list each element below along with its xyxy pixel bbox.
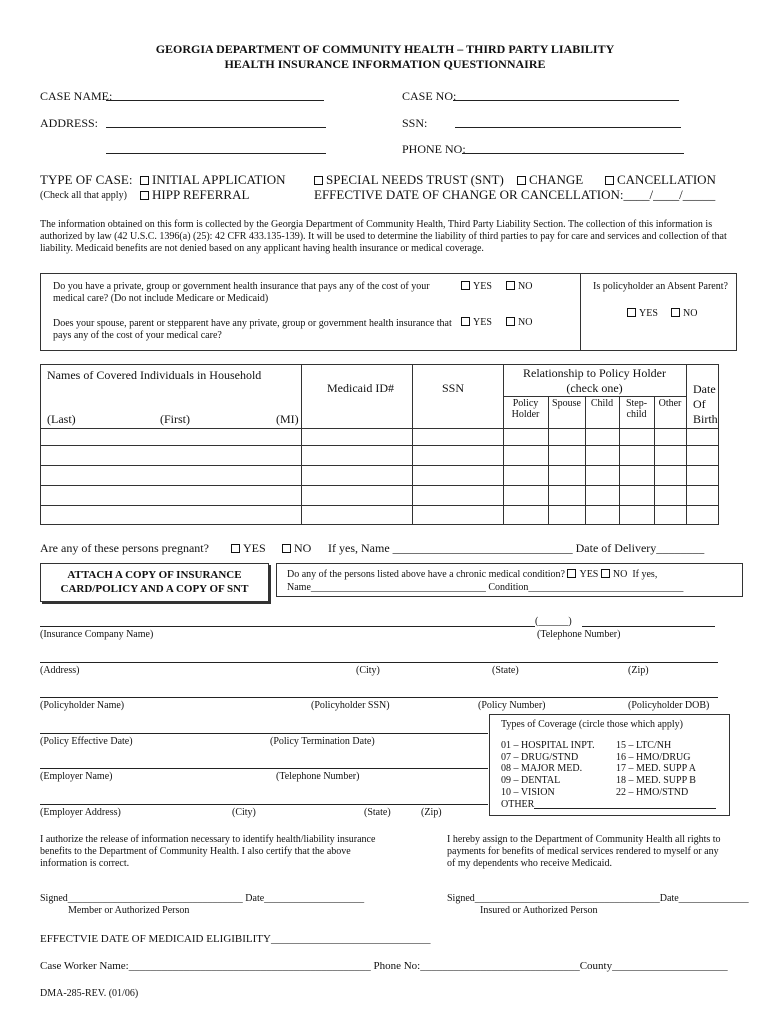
policyholder-ssn-label: (Policyholder SSN) xyxy=(311,700,390,711)
coverage-item[interactable]: 22 – HMO/STND xyxy=(616,786,689,798)
chronic-no-checkbox[interactable] xyxy=(601,569,610,578)
coverage-item[interactable]: 10 – VISION xyxy=(501,786,555,798)
insurance-telephone-label: (Telephone Number) xyxy=(537,629,621,640)
form-title-line2: HEALTH INSURANCE INFORMATION QUESTIONNAIRE xyxy=(224,57,546,71)
employer-name-label: (Employer Name) xyxy=(40,771,113,782)
coverage-item[interactable]: 07 – DRUG/STND xyxy=(501,751,579,763)
coverage-right-list xyxy=(616,740,696,799)
absent-no-checkbox[interactable] xyxy=(671,308,680,317)
phone-label: PHONE NO: xyxy=(402,142,466,156)
absent-yes-checkbox[interactable] xyxy=(627,308,636,317)
case-name-field[interactable] xyxy=(106,100,324,101)
snt-option[interactable] xyxy=(314,172,504,188)
policyholder-name-label: (Policyholder Name) xyxy=(40,700,125,711)
ssn-label: SSN: xyxy=(402,116,428,130)
chronic-no-label: NO xyxy=(612,569,628,580)
state-sublabel: (State) xyxy=(492,665,519,676)
policy-effective-date-label: (Policy Effective Date) xyxy=(40,736,133,747)
snt-checkbox[interactable] xyxy=(314,176,323,185)
ssn-field[interactable] xyxy=(455,127,681,128)
date-label: Date xyxy=(693,382,716,396)
pregnancy-no[interactable] xyxy=(282,541,311,556)
absent-yes-label: YES xyxy=(639,308,658,319)
employer-zip-label: (Zip) xyxy=(421,807,442,818)
hipp-referral-label: HIPP REFERRAL xyxy=(152,187,250,202)
form-id: DMA-285-REV. (01/06) xyxy=(40,988,139,999)
q1-no-checkbox[interactable] xyxy=(506,281,515,290)
coverage-item[interactable]: 08 – MAJOR MED. xyxy=(501,763,583,775)
step-child-label: child xyxy=(626,409,647,420)
pregnancy-no-label: NO xyxy=(294,541,312,555)
relationship-header: Relationship to Policy Holder xyxy=(523,366,666,380)
member-signature-line[interactable]: Signed___________________________________ Date____________________ xyxy=(40,893,365,904)
q1-yes-checkbox[interactable] xyxy=(461,281,470,290)
employer-telephone-label: (Telephone Number) xyxy=(276,771,360,782)
chronic-question xyxy=(287,569,657,580)
q1-yes[interactable] xyxy=(461,281,492,292)
case-worker-line[interactable]: Case Worker Name:____________________________________________ Phone No:_____________________________County_____________________ xyxy=(40,960,728,972)
absent-no-label: NO xyxy=(683,308,698,319)
initial-application-label: INITIAL APPLICATION xyxy=(152,172,286,187)
insured-signature-line[interactable]: Signed_____________________________________Date______________ xyxy=(447,893,749,904)
coverage-item[interactable]: 09 – DENTAL xyxy=(501,775,561,787)
cancellation-checkbox[interactable] xyxy=(605,176,614,185)
q2-yes-checkbox[interactable] xyxy=(461,317,470,326)
policy-dates-field[interactable] xyxy=(40,733,488,734)
absent-no[interactable] xyxy=(671,308,697,319)
chronic-name-condition[interactable]: Name___________________________________ Condition_______________________________ xyxy=(287,582,684,593)
row-line-4 xyxy=(40,505,719,506)
employer-city-label: (City) xyxy=(232,807,256,818)
attach-line2: CARD/POLICY AND A COPY OF SNT xyxy=(60,583,249,595)
mi-header: (MI) xyxy=(276,412,299,426)
coverage-item[interactable]: 15 – LTC/NH xyxy=(616,740,672,751)
policy-label: Policy xyxy=(512,398,539,409)
chronic-yes-checkbox[interactable] xyxy=(567,569,576,578)
change-label: CHANGE xyxy=(529,172,584,187)
q1-no-label: NO xyxy=(518,281,533,292)
form-title-line1: GEORGIA DEPARTMENT OF COMMUNITY HEALTH – THIRD PARTY LIABILITY xyxy=(155,42,615,56)
cancellation-option[interactable] xyxy=(605,172,716,188)
insurance-address-field[interactable] xyxy=(40,662,718,663)
authorization-release-text: I authorize the release of information necessary to identify health/liability insurance benefits to the Department of Community Health. I also certify that the above information is correct. xyxy=(40,834,376,869)
names-header: Names of Covered Individuals in Household xyxy=(47,368,262,382)
insurance-phone-field[interactable] xyxy=(582,626,715,627)
change-option[interactable] xyxy=(517,172,583,188)
last-header: (Last) xyxy=(47,412,76,426)
employer-state-label: (State) xyxy=(364,807,391,818)
pregnancy-question: Are any of these persons pregnant? xyxy=(40,541,209,555)
question-2: Does your spouse, parent or stepparent have any private, group or government health insurance that pays any of the cost of your medical care? xyxy=(53,318,452,341)
case-name-label: CASE NAME: xyxy=(40,89,113,103)
coverage-other-field[interactable] xyxy=(534,808,716,809)
q2-yes-label: YES xyxy=(473,317,492,328)
hipp-referral-option[interactable] xyxy=(140,187,249,203)
question-1: Do you have a private, group or government health insurance that pays any of the cost of your medical care? (Do not include Medicare or Medicaid) xyxy=(53,281,430,304)
intro-paragraph: The information obtained on this form is collected by the Georgia Department of Community Health, Third Party Liability Section. The collection of this information is authorized by law (42 U.S.C. 1396(a) (25): 42 CFR 433.135-139). It will be used to determine the liability of third parties to pay for care and services and collection of that liability. Medicaid benefits are not denied based on any applicant having health insurance or medical coverage. xyxy=(40,219,727,254)
coverage-item[interactable]: 17 – MED. SUPP A xyxy=(616,763,696,775)
policyholder-info-field[interactable] xyxy=(40,697,718,698)
pregnancy-yes-checkbox[interactable] xyxy=(231,544,240,553)
birth-label: Birth xyxy=(693,412,718,426)
coverage-left-list xyxy=(501,740,595,799)
pregnancy-details[interactable]: If yes, Name ______________________________ Date of Delivery________ xyxy=(328,541,705,555)
child-header: Child xyxy=(590,398,614,409)
insured-label: Insured or Authorized Person xyxy=(480,905,598,916)
zip-sublabel: (Zip) xyxy=(628,665,649,676)
initial-application-option[interactable] xyxy=(140,172,285,188)
spouse-header: Spouse xyxy=(552,398,581,409)
coverage-other-label: OTHER xyxy=(501,799,535,810)
dob-header xyxy=(693,382,718,427)
type-of-case-label: TYPE OF CASE: xyxy=(40,172,133,187)
attach-line1: ATTACH A COPY OF INSURANCE xyxy=(67,569,242,581)
policy-number-label: (Policy Number) xyxy=(478,700,546,711)
row-line-1 xyxy=(40,445,719,446)
policy-holder-header xyxy=(503,398,548,420)
hipp-referral-checkbox[interactable] xyxy=(140,191,149,200)
phone-field[interactable] xyxy=(462,153,684,154)
case-no-label: CASE NO: xyxy=(402,89,457,103)
city-sublabel: (City) xyxy=(356,665,380,676)
insurance-company-field[interactable] xyxy=(40,626,535,627)
pregnancy-yes[interactable] xyxy=(231,541,266,556)
employer-field[interactable] xyxy=(40,768,488,769)
medicaid-eligibility-date[interactable]: EFFECTVIE DATE OF MEDICAID ELIGIBILITY_____________________________ xyxy=(40,933,431,945)
employer-address-label: (Employer Address) xyxy=(40,807,121,818)
header-bottom-line xyxy=(40,428,719,429)
questions-divider xyxy=(580,273,581,351)
coverage-item[interactable]: 18 – MED. SUPP B xyxy=(616,775,696,787)
check-all-note: (Check all that apply) xyxy=(40,190,127,201)
snt-label: SPECIAL NEEDS TRUST (SNT) xyxy=(326,172,504,187)
chronic-yes-label: YES xyxy=(579,569,599,580)
rel-subheader-line xyxy=(503,396,686,397)
check-one-note: (check one) xyxy=(566,381,623,395)
initial-application-checkbox[interactable] xyxy=(140,176,149,185)
address-field[interactable] xyxy=(106,127,326,128)
of-label: Of xyxy=(693,397,706,411)
other-header: Other xyxy=(658,398,682,409)
coverage-item[interactable]: 16 – HMO/DRUG xyxy=(616,751,691,763)
coverage-title: Types of Coverage (circle those which apply) xyxy=(501,719,684,730)
address-sublabel: (Address) xyxy=(40,665,80,676)
employer-address-field[interactable] xyxy=(40,804,488,805)
member-label: Member or Authorized Person xyxy=(68,905,190,916)
stepchild-header xyxy=(619,398,654,420)
effective-date-change[interactable]: EFFECTIVE DATE OF CHANGE OR CANCELLATION:____/____/_____ xyxy=(314,187,716,202)
row-line-3 xyxy=(40,485,719,486)
q2-no-checkbox[interactable] xyxy=(506,317,515,326)
q2-no-label: NO xyxy=(518,317,533,328)
q2-no[interactable] xyxy=(506,317,532,328)
policyholder-dob-label: (Policyholder DOB) xyxy=(628,700,710,711)
q1-yes-label: YES xyxy=(473,281,492,292)
policy-termination-date-label: (Policy Termination Date) xyxy=(270,736,375,747)
change-checkbox[interactable] xyxy=(517,176,526,185)
telephone-area-code[interactable]: (______) xyxy=(535,616,572,627)
step-label: Step- xyxy=(625,398,648,409)
q2-yes[interactable] xyxy=(461,317,492,328)
chronic-if-yes: If yes, xyxy=(632,569,658,580)
pregnancy-yes-label: YES xyxy=(243,541,266,555)
row-line-2 xyxy=(40,465,719,466)
ssn-header: SSN xyxy=(442,381,465,395)
q1-no[interactable] xyxy=(506,281,532,292)
case-no-field[interactable] xyxy=(453,100,679,101)
cancellation-label: CANCELLATION xyxy=(617,172,716,187)
address-field-line2[interactable] xyxy=(106,153,326,154)
holder-label: Holder xyxy=(511,409,540,420)
insurance-company-label: (Insurance Company Name) xyxy=(40,629,154,640)
pregnancy-no-checkbox[interactable] xyxy=(282,544,291,553)
absent-parent-question: Is policyholder an Absent Parent? xyxy=(593,281,728,292)
coverage-item[interactable]: 01 – HOSPITAL INPT. xyxy=(501,740,595,751)
absent-yes[interactable] xyxy=(627,308,658,319)
medicaid-id-header: Medicaid ID# xyxy=(327,381,394,395)
assignment-text: I hereby assign to the Department of Community Health all rights to payments for benefits of medical services rendered to myself or any of my dependents who receive Medicaid. xyxy=(447,834,721,869)
chronic-question-text: Do any of the persons listed above have a chronic medical condition? xyxy=(287,569,565,580)
address-label: ADDRESS: xyxy=(40,116,99,130)
first-header: (First) xyxy=(160,412,190,426)
